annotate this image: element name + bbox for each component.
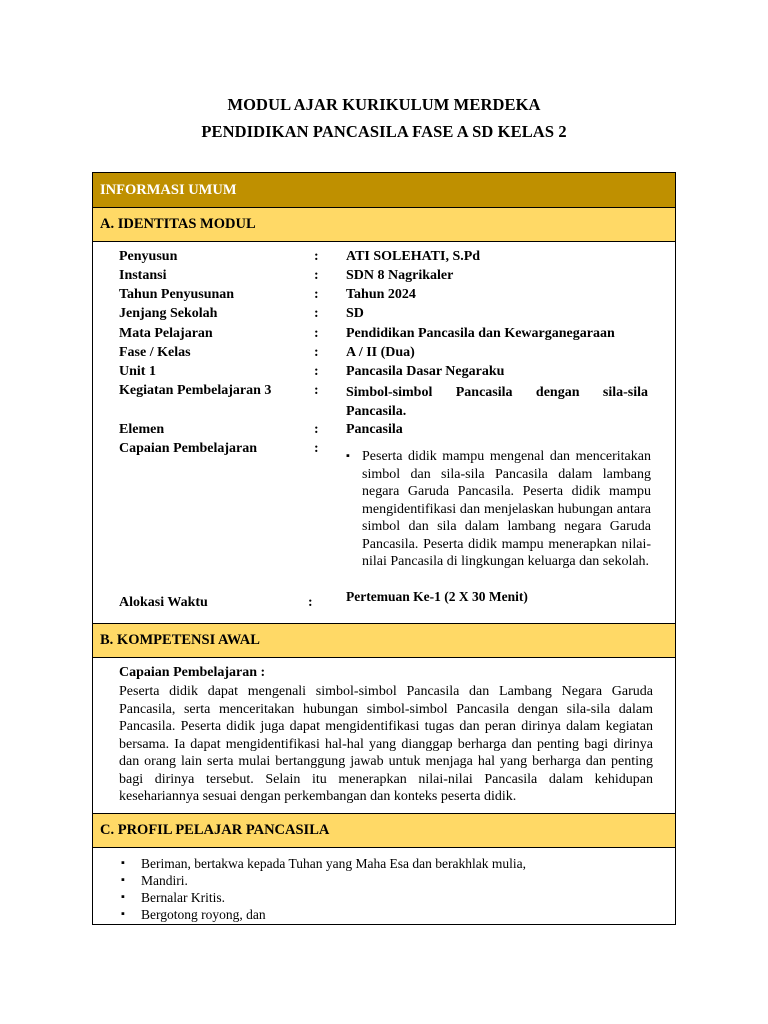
section-header-kompetensi-awal: B. KOMPETENSI AWAL <box>93 624 675 658</box>
row-label: Penyusun <box>119 249 178 264</box>
row-value: Pertemuan Ke-1 (2 X 30 Menit) <box>346 589 528 604</box>
profil-item: ▪ Beriman, bertakwa kepada Tuhan yang Maha Esa dan berakhlak mulia, <box>121 855 526 872</box>
row-value: Pancasila Dasar Negaraku <box>346 364 505 379</box>
module-info-table <box>92 172 676 925</box>
profil-item: ▪ Mandiri. <box>121 872 526 889</box>
row-value: Pancasila <box>346 422 403 437</box>
row-value: Pendidikan Pancasila dan Kewarganegaraan <box>346 326 615 341</box>
profil-list <box>121 855 526 923</box>
row-colon: : <box>314 306 319 321</box>
capaian-list <box>346 448 651 571</box>
row-label: Alokasi Waktu <box>119 595 208 610</box>
section-header-informasi-umum: INFORMASI UMUM <box>93 173 675 208</box>
identitas-modul-section <box>93 242 675 624</box>
document-title-line-2: PENDIDIKAN PANCASILA FASE A SD KELAS 2 <box>201 122 567 141</box>
row-colon: : <box>314 249 319 264</box>
row-label: Mata Pelajaran <box>119 326 213 341</box>
row-value: A / II (Dua) <box>346 345 415 360</box>
row-value: ATI SOLEHATI, S.Pd <box>346 249 481 264</box>
row-value: SDN 8 Nagrikaler <box>346 268 454 283</box>
row-value: Tahun 2024 <box>346 287 416 302</box>
row-colon: : <box>314 383 319 398</box>
row-colon: : <box>308 595 313 610</box>
row-label: Unit 1 <box>119 364 156 379</box>
capaian-item: ▪ Peserta didik mampu mengenal dan menceritakan simbol dan sila-sila Pancasila dalam lambang negara Garuda Pancasila. Peserta didik mampu mengidentifikasi dan menjelaskan hubungan antara simbol dan sila dalam lambang negara Garuda Pancasila. Peserta didik mampu menerapkan nilai-nilai Pancasila di lingkungan keluarga dan sekolah. <box>346 448 651 571</box>
kompetensi-awal-section <box>93 658 675 814</box>
document-title-line-1: MODUL AJAR KURIKULUM MERDEKA <box>227 95 541 114</box>
profil-item: ▪ Bergotong royong, dan <box>121 906 526 923</box>
row-colon: : <box>314 441 319 456</box>
row-colon: : <box>314 326 319 341</box>
row-label: Fase / Kelas <box>119 345 191 360</box>
section-header-profil-pelajar: C. PROFIL PELAJAR PANCASILA <box>93 814 675 848</box>
row-colon: : <box>314 422 319 437</box>
row-label: Tahun Penyusunan <box>119 287 235 302</box>
profil-item: ▪ Bernalar Kritis. <box>121 889 526 906</box>
row-colon: : <box>314 287 319 302</box>
row-label: Instansi <box>119 268 167 283</box>
row-label: Elemen <box>119 422 165 437</box>
row-colon: : <box>314 345 319 360</box>
row-label: Kegiatan Pembelajaran 3 <box>119 383 272 398</box>
row-colon: : <box>314 364 319 379</box>
row-colon: : <box>314 268 319 283</box>
row-label: Jenjang Sekolah <box>119 306 218 321</box>
profil-pelajar-section <box>93 848 675 924</box>
kompetensi-text: Peserta didik dapat mengenali simbol-simbol Pancasila dan Lambang Negara Garuda Pancasila, serta menceritakan hubungan simbol-simbol Pancasila dengan sila-sila dalam Pancasila. Peserta didik juga dapat mengidentifikasi tugas dan peran dirinya dalam kegiatan bersama. Ia dapat mengidentifikasi hal-hal yang dianggap berharga dan penting bagi dirinya dan orang lain serta mulai bertanggung jawab untuk menjaga hal yang berharga dan penting bagi dirinya tersebut. Selain itu menerapkan nilai-nilai Pancasila dalam kehidupan kesehariannya sesuai dengan perkembangan dan konteks peserta didik. <box>119 684 653 804</box>
row-label: Capaian Pembelajaran <box>119 441 258 456</box>
row-value: Simbol-simbol Pancasila dengan sila-sila Pancasila. <box>346 385 648 419</box>
kompetensi-heading: Capaian Pembelajaran : <box>119 665 266 680</box>
row-value: SD <box>346 306 364 321</box>
section-header-identitas-modul: A. IDENTITAS MODUL <box>93 208 675 242</box>
